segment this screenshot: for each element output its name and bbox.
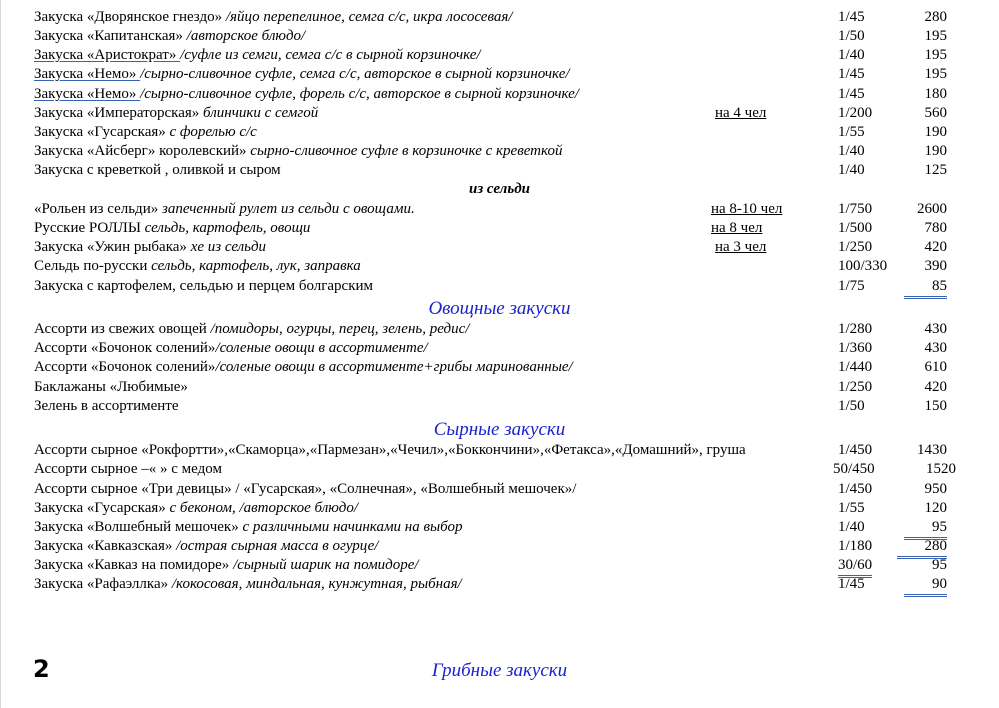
menu-row [0,65,999,84]
item-description: с различными начинками на выбор [238,519,463,535]
item-price: 1520 [926,461,956,477]
item-name: Закуска «Айсберг» королевский» [34,143,251,159]
item-weight: 1/40 [838,143,865,159]
item-price: 195 [924,66,947,82]
item-weight: 1/500 [838,220,873,236]
item-price: 150 [924,398,947,414]
item-weight: 100/330 [838,258,888,274]
item-name: Закуска «Гусарская» [34,124,166,140]
menu-row [0,27,999,46]
item-price: 180 [924,86,947,102]
menu-row [0,537,999,556]
item-name: Ассорти из свежих овощей [34,321,207,337]
item-name: Закуска с креветкой , оливкой и сыром [34,162,281,178]
item-weight: 1/440 [838,359,873,375]
menu-row [0,238,999,257]
item-description: /острая сырная масса в огурце/ [172,538,379,554]
item-price: 280 [897,537,948,559]
item-name: Закуска «Императорская» [34,105,200,121]
item-name: Закуска «Волшебный мешочек» [34,519,239,535]
item-weight: 1/750 [838,201,873,217]
item-description: /сырно-сливочное суфле, форель с/с, авторское в сырной корзиночке/ [140,86,579,102]
item-weight: 30/60 [838,556,872,578]
item-name: Баклажаны «Любимые» [34,379,188,395]
serving-note: на 3 чел [715,239,767,255]
item-price: 1430 [917,442,947,458]
item-description: /яйцо перепелиное, семга с/с, икра лососевая/ [222,9,513,25]
item-name: Ассорти сырное «Три девицы» / «Гусарская», «Солнечная», «Волшебный мешочек»/ [34,481,577,497]
menu-row [0,358,999,377]
serving-note: на 8-10 чел [711,201,783,217]
item-description: /соленые овощи в ассортименте+грибы маринованные/ [215,359,573,375]
item-weight: 1/180 [838,538,873,554]
item-description: /суфле из семги, семга с/с в сырной корзиночке/ [180,47,481,63]
item-name: Зелень в ассортименте [34,398,179,414]
menu-row [0,460,999,479]
item-name: Закуска «Рафаэллка» [34,576,172,592]
item-description: /кокосовая, миндальная, кунжутная, рыбная/ [171,576,462,592]
item-weight: 1/40 [838,162,865,178]
item-weight: 1/200 [838,105,873,121]
item-price: 420 [924,239,947,255]
item-price: 195 [924,28,947,44]
item-name: Закуска «Кавказская» [34,538,173,554]
item-name: Закуска с картофелем, сельдью и перцем болгарским [34,278,374,294]
item-description: с беконом, /авторское блюдо/ [165,500,359,516]
item-weight: 50/450 [833,461,875,477]
item-price: 2600 [917,201,947,217]
menu-row [0,441,999,460]
item-price: 90 [904,575,947,597]
item-weight: 1/45 [838,9,865,25]
item-weight: 1/55 [838,500,865,516]
menu-row [0,320,999,339]
item-weight: 1/360 [838,340,873,356]
menu-row [0,378,999,397]
section-heading-cheese: Сырные закуски [433,419,566,440]
menu-row [0,480,999,499]
item-name: Закуска «Немо» [34,66,141,82]
item-name: Ассорти «Бочонок солений» [34,359,216,375]
item-name: Сельдь по-русски [34,258,152,274]
item-weight: 1/250 [838,379,873,395]
subsection-heading-herring: из сельди [468,181,531,197]
menu-row [0,8,999,27]
item-price: 610 [924,359,947,375]
menu-row [0,123,999,142]
item-name: Закуска «Дворянское гнездо» [34,9,223,25]
menu-row [0,277,999,296]
item-description: блинчики с семгой [199,105,319,121]
menu-row [0,142,999,161]
menu-row [0,518,999,537]
item-price: 950 [924,481,947,497]
item-description: сельдь, картофель, лук, заправка [151,258,361,274]
item-price: 560 [924,105,947,121]
menu-row [0,556,999,575]
item-price: 195 [924,47,947,63]
menu-row [0,575,999,594]
item-price: 125 [924,162,947,178]
item-name: Закуска «Аристократ» [34,47,181,63]
item-name: Закуска «Ужин рыбака» [34,239,191,255]
menu-row [0,85,999,104]
item-price: 85 [904,277,947,299]
item-description: /авторское блюдо/ [182,28,306,44]
item-price: 280 [924,9,947,25]
serving-note: на 4 чел [715,105,767,121]
item-description: сельдь, картофель, овощи [144,220,311,236]
serving-note: на 8 чел [711,220,763,236]
item-price: 190 [924,124,947,140]
menu-row [0,161,999,180]
item-price: 95 [932,557,947,573]
menu-row [0,257,999,276]
item-name: Ассорти «Бочонок солений» [34,340,216,356]
menu-row [0,219,999,238]
item-price: 430 [924,340,947,356]
item-weight: 1/250 [838,239,873,255]
menu-row [0,499,999,518]
item-price: 390 [924,258,947,274]
menu-row [0,200,999,219]
item-weight: 1/45 [838,86,865,102]
item-description: /соленые овощи в ассортименте/ [215,340,428,356]
item-name: Закуска «Капитанская» [34,28,183,44]
item-description: хе из сельди [190,239,267,255]
item-name: «Рольен из сельди» [34,201,159,217]
item-weight: 1/45 [838,66,865,82]
menu-row [0,397,999,416]
item-price: 95 [904,518,947,540]
item-weight: 1/55 [838,124,865,140]
item-name: Закуска «Кавказ на помидоре» [34,557,230,573]
section-heading-mushroom: Грибные закуски [431,660,568,681]
item-name: Закуска «Гусарская» [34,500,166,516]
item-description: /помидоры, огурцы, перец, зелень, редис/ [206,321,470,337]
item-weight: 1/50 [838,398,865,414]
item-weight: 1/40 [838,519,865,535]
item-price: 780 [924,220,947,236]
item-name: Ассорти сырное –« » с медом [34,461,222,477]
page-number: 2 [33,655,50,683]
item-price: 120 [924,500,947,516]
item-weight: 1/450 [838,481,873,497]
item-price: 420 [924,379,947,395]
item-weight: 1/50 [838,28,865,44]
section-heading-vegetable: Овощные закуски [428,298,571,319]
item-weight: 1/75 [838,278,865,294]
item-description: /сырный шарик на помидоре/ [229,557,419,573]
item-description: сырно-сливочное суфле в корзиночке с креветкой [250,143,563,159]
menu-row [0,339,999,358]
item-weight: 1/280 [838,321,873,337]
item-name: Русские РОЛЛЫ [34,220,145,236]
menu-row [0,104,999,123]
item-name: Ассорти сырное «Рокфортти»,«Скаморца»,«Пармезан»,«Чечил»,«Боккончини»,«Фетакса»,«Домашний», груша [34,442,746,458]
item-description: /сырно-сливочное суфле, семга с/с, авторское в сырной корзиночке/ [140,66,570,82]
item-description: с форелью с/с [165,124,257,140]
item-name: Закуска «Немо» [34,86,141,102]
item-weight: 1/450 [838,442,873,458]
item-weight: 1/40 [838,47,865,63]
item-description: запеченный рулет из сельди с овощами. [158,201,415,217]
item-price: 430 [924,321,947,337]
item-price: 190 [924,143,947,159]
menu-row [0,46,999,65]
item-weight: 1/45 [838,576,865,592]
